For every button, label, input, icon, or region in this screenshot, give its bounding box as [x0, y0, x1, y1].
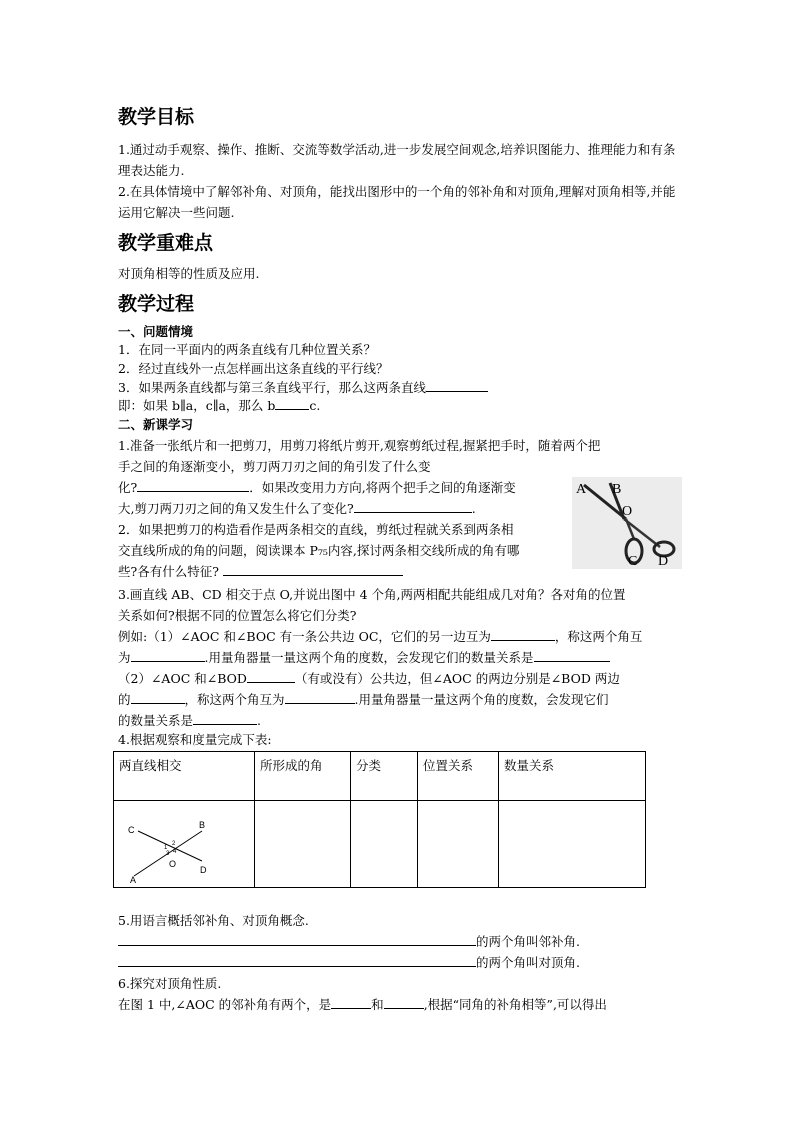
angle-label-1: 1: [164, 845, 168, 851]
new-2-line-1: 2．如果把剪刀的构造看作是两条相交的直线，剪纸过程就关系到两条相: [118, 522, 514, 537]
example-2b: （有或没有）公共边，但∠AOC 的两边分别是∠BOD 两边: [294, 671, 620, 686]
new-5b-text: 的两个角叫对顶角.: [476, 955, 580, 970]
angle-label-2: 2: [172, 841, 176, 847]
new-1-line-4a: 大,剪刀两刀刃之间的角又发生什么了变化?: [118, 501, 354, 516]
example-1d: .用量角器量一量这两个角的度数，会发现它们的数量关系是: [204, 650, 534, 665]
label-D: D: [200, 865, 207, 875]
intersecting-lines-diagram: [114, 801, 254, 884]
lower-section: [118, 910, 678, 1015]
new-1-line-1: 1.准备一张纸片和一把剪刀，用剪刀将纸片剪开,观察剪纸过程,握紧把手时，随着两个把: [118, 438, 601, 453]
answer-blank[interactable]: [193, 711, 257, 725]
answer-blank[interactable]: [223, 562, 403, 576]
observation-table: [113, 751, 646, 888]
new-4-instruction: 4.根据观察和度量完成下表:: [118, 732, 272, 747]
answer-blank[interactable]: [275, 396, 309, 410]
question-3-symbolic: [118, 396, 678, 414]
section-new-lesson: 二、新课学习: [118, 417, 194, 432]
question-3c-text: c.: [309, 398, 321, 413]
example-1-line-2: [118, 647, 678, 668]
label-B: B: [199, 820, 206, 830]
question-3-text: 3．如果两条直线都与第三条直线平行，那么这两条直线: [118, 380, 426, 395]
question-1: 1．在同一平面内的两条直线有几种位置关系？: [118, 342, 376, 357]
table-header: 两直线相交: [114, 752, 255, 801]
table-header: 所形成的角: [255, 752, 351, 801]
new-1-line-2: 手之间的角逐渐变小，剪刀两刀刃之间的角引发了什么变: [118, 459, 431, 474]
new-6-line: [118, 994, 678, 1015]
example-2-line-1: [118, 668, 678, 689]
answer-blank[interactable]: [118, 953, 476, 967]
answer-blank[interactable]: [247, 669, 295, 683]
table-header: 分类: [351, 752, 418, 801]
answer-blank[interactable]: [331, 995, 371, 1009]
heading-key-points: 教学重难点: [118, 232, 214, 254]
answer-blank[interactable]: [534, 648, 610, 662]
table-header-row: [114, 752, 646, 801]
scissors-icon: [572, 477, 682, 569]
label-A: A: [130, 875, 137, 884]
table-cell[interactable]: [351, 801, 418, 888]
answer-blank[interactable]: [354, 499, 472, 513]
table-cell[interactable]: [418, 801, 499, 888]
table-header: 数量关系: [499, 752, 646, 801]
new-1-line-4b: .: [471, 501, 476, 516]
table-row: [114, 801, 646, 888]
label-C: C: [128, 825, 135, 835]
new-5-line-b: [118, 952, 678, 973]
example-2f: 的数量关系是: [118, 713, 194, 728]
question-2: 2．经过直线外一点怎样画出这条直线的平行线？: [118, 361, 389, 376]
question-3b-text: 即：如果 b∥a，c∥a，那么 b: [118, 398, 276, 413]
example-2d: ，称这两个角互为: [184, 692, 285, 707]
example-1a: 例如:（1）∠AOC 和∠BOC 有一条公共边 OC，它们的另一边互为: [118, 629, 491, 644]
label-C: C: [628, 554, 638, 569]
example-2-line-3: [118, 710, 678, 731]
angle-label-3: 3: [166, 851, 170, 857]
scissors-figure: [572, 477, 682, 569]
heading-teaching-process: 教学过程: [118, 293, 195, 315]
new-1-line-3a: 化?: [118, 480, 138, 495]
new-6b-text: 和: [371, 997, 384, 1012]
example-2a: （2）∠AOC 和∠BOD: [118, 671, 247, 686]
label-O: O: [169, 859, 177, 869]
new-2-line-2: 交直线所成的角的问题，阅读课本 P₇₅内容,探讨两条相交线所成的角有哪: [118, 543, 520, 558]
new-5-line-a: [118, 931, 678, 952]
new-2-line-3a: 些?各有什么特征?: [118, 564, 219, 579]
label-A: A: [576, 482, 587, 497]
key-points-text: 对顶角相等的性质及应用.: [118, 266, 260, 281]
answer-blank[interactable]: [426, 378, 488, 392]
new-6-instruction: 6.探究对顶角性质.: [118, 976, 222, 991]
new-1-line-3b: ．如果改变用力方向,将两个把手之间的角逐渐变: [249, 480, 516, 495]
table-cell[interactable]: [499, 801, 646, 888]
question-3: [118, 378, 678, 396]
new-6c-text: ,根据“同角的补角相等”,可以得出: [423, 997, 607, 1012]
example-2g: .: [257, 713, 261, 728]
example-2-line-2: [118, 689, 678, 710]
example-2e: .用量角器量一量这两个角的度数，会发现它们: [354, 692, 609, 707]
section-problem-situation: 一、问题情境: [118, 324, 194, 339]
angle-label-4: 4: [173, 849, 177, 855]
example-1c: 为: [118, 650, 131, 665]
goal-2: 2.在具体情境中了解邻补角、对顶角，能找出图形中的一个角的邻补角和对顶角,理解对顶角相等,并能运用它解决一些问题.: [118, 184, 676, 220]
answer-blank[interactable]: [285, 690, 355, 704]
label-B: B: [612, 482, 622, 497]
answer-blank[interactable]: [131, 690, 185, 704]
table-cell[interactable]: [255, 801, 351, 888]
intersecting-lines-cell: [114, 801, 255, 888]
document-body: [118, 100, 678, 749]
new-6a-text: 在图 1 中,∠AOC 的邻补角有两个，是: [118, 997, 332, 1012]
heading-teaching-goals: 教学目标: [118, 106, 195, 128]
answer-blank[interactable]: [118, 932, 476, 946]
answer-blank[interactable]: [137, 478, 249, 492]
answer-blank[interactable]: [384, 995, 424, 1009]
example-2c: 的: [118, 692, 131, 707]
label-D: D: [658, 554, 669, 569]
new-5-instruction: 5.用语言概括邻补角、对顶角概念.: [118, 913, 309, 928]
new-3-line-2: 关系如何?根据不同的位置怎么将它们分类?: [118, 608, 357, 623]
label-O: O: [622, 504, 633, 519]
answer-blank[interactable]: [491, 627, 555, 641]
answer-blank[interactable]: [131, 648, 205, 662]
new-5a-text: 的两个角叫邻补角.: [476, 934, 580, 949]
example-1-line-1: [118, 626, 678, 647]
table-header: 位置关系: [418, 752, 499, 801]
example-1b: ，称这两个角互: [554, 629, 643, 644]
new-3-line-1: 3.画直线 AB、CD 相交于点 O,并说出图中 4 个角,两两相配共能组成几对角？各对角的位置: [118, 587, 626, 602]
goal-1: 1.通过动手观察、操作、推断、交流等数学活动,进一步发展空间观念,培养识图能力、推理能力和有条理表达能力.: [118, 142, 676, 178]
